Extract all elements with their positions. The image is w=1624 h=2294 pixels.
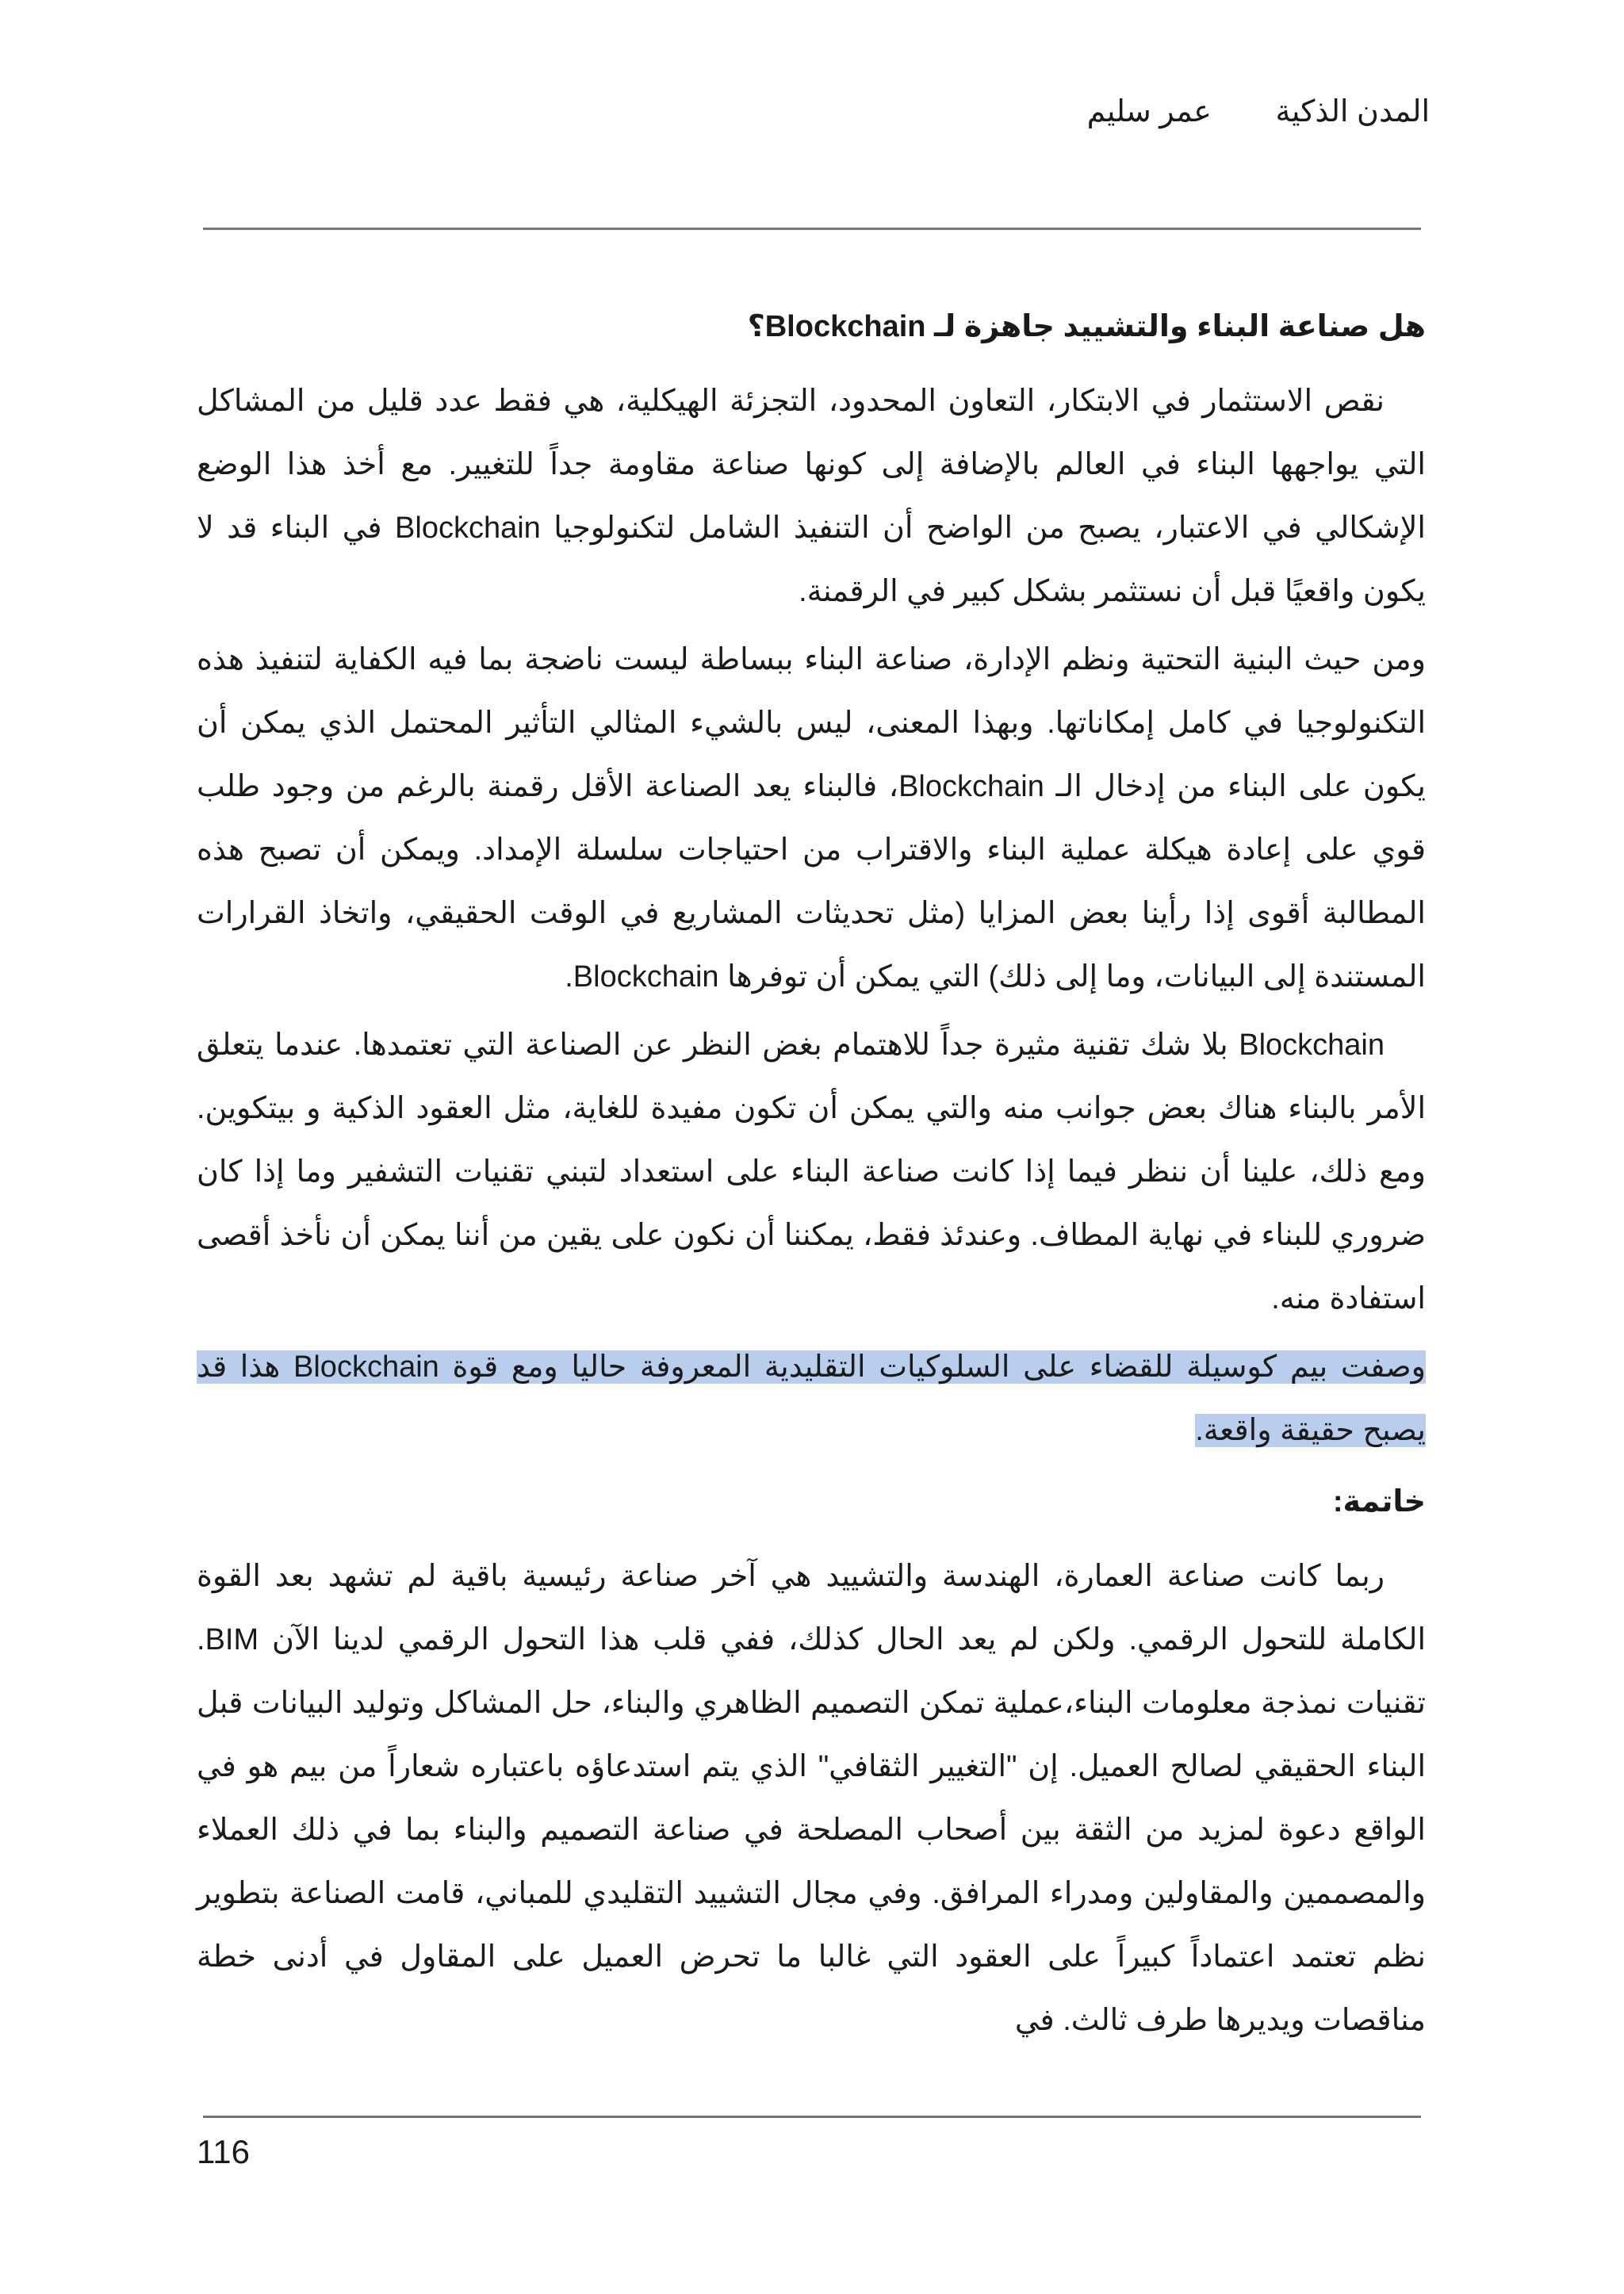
header-divider xyxy=(203,228,1421,230)
paragraph-2: ومن حيث البنية التحتية ونظم الإدارة، صناعة البناء ببساطة ليست ناضجة بما فيه الكفاية لتنفيذ هذه التكنولوجيا في كامل إمكاناتها. وبهذا المعنى، ليس بالشيء المثالي التأثير المحتمل الذي يمكن أن يكون على البناء من إدخال الـ Blockchain، فالبناء يعد الصناعة الأقل رقمنة بالرغم من وجود طلب قوي على إعادة هيكلة عملية البناء والاقتراب من احتياجات سلسلة الإمداد. ويمكن أن تصبح هذه المطالبة أقوى إذا رأينا بعض المزايا (مثل تحديثات المشاريع في الوقت الحقيقي، واتخاذ القرارات المستندة إلى البيانات، وما إلى ذلك) التي يمكن أن توفرها Blockchain. xyxy=(197,643,1426,994)
author-name: عمر سليم xyxy=(1086,95,1212,128)
text-selection[interactable]: وصفت بيم كوسيلة للقضاء على السلوكيات التقليدية المعروفة حاليا ومع قوة Blockchain هذا قد يصبح حقيقة واقعة. xyxy=(197,1350,1426,1447)
paragraph-4-highlighted[interactable] xyxy=(197,1335,1426,1462)
page-number: 116 xyxy=(197,2133,250,2170)
section-heading: هل صناعة البناء والتشييد جاهزة لـ Blockchain؟ xyxy=(747,310,1426,343)
conclusion-heading: خاتمة: xyxy=(1332,1485,1426,1518)
conclusion-paragraph: ربما كانت صناعة العمارة، الهندسة والتشييد هي آخر صناعة رئيسية باقية لم تشهد بعد القوة الكاملة للتحول الرقمي. ولكن لم يعد الحال كذلك، ففي قلب هذا التحول الرقمي لدينا الآن BIM. تقنيات نمذجة معلومات البناء،عملية تمكن التصميم الظاهري والبناء، حل المشاكل وتوليد البيانات قبل البناء الحقيقي لصالح العميل. إن "التغيير الثقافي" الذي يتم استدعاؤه باعتباره شعاراً من بيم هو في الواقع دعوة لمزيد من الثقة بين أصحاب المصلحة في صناعة التصميم والبناء بما في ذلك العملاء والمصممين والمقاولين ومدراء المرافق. وفي مجال التشييد التقليدي للمباني، قامت الصناعة بتطوير نظم تعتمد اعتماداً كبيراً على العقود التي غالبا ما تحرض العميل على المقاول في أدنى خطة مناقصات ويديرها طرف ثالث. في xyxy=(197,1560,1426,2037)
book-title: المدن الذكية xyxy=(1275,95,1430,128)
footer-divider xyxy=(203,2116,1421,2118)
page-body xyxy=(197,295,1426,2057)
running-header xyxy=(1087,94,1430,129)
paragraph-1: نقص الاستثمار في الابتكار، التعاون المحدود، التجزئة الهيكلية، هي فقط عدد قليل من المشاكل التي يواجهها البناء في العالم بالإضافة إلى كونها صناعة مقاومة جداً للتغيير. مع أخذ هذا الوضع الإشكالي في الاعتبار، يصبح من الواضح أن التنفيذ الشامل لتكنولوجيا Blockchain في البناء قد لا يكون واقعيًا قبل أن نستثمر بشكل كبير في الرقمنة. xyxy=(197,385,1426,608)
paragraph-3: Blockchain بلا شك تقنية مثيرة جداً للاهتمام بغض النظر عن الصناعة التي تعتمدها. عندما يتعلق الأمر بالبناء هناك بعض جوانب منه والتي يمكن أن تكون مفيدة للغاية، مثل العقود الذكية و بيتكوين. ومع ذلك، علينا أن ننظر فيما إذا كانت صناعة البناء على استعداد لتبني تقنيات التشفير وما إذا كان ضروري للبناء في نهاية المطاف. وعندئذ فقط، يمكننا أن نكون على يقين من أننا يمكن أن نأخذ أقصى استفادة منه. xyxy=(197,1028,1426,1316)
